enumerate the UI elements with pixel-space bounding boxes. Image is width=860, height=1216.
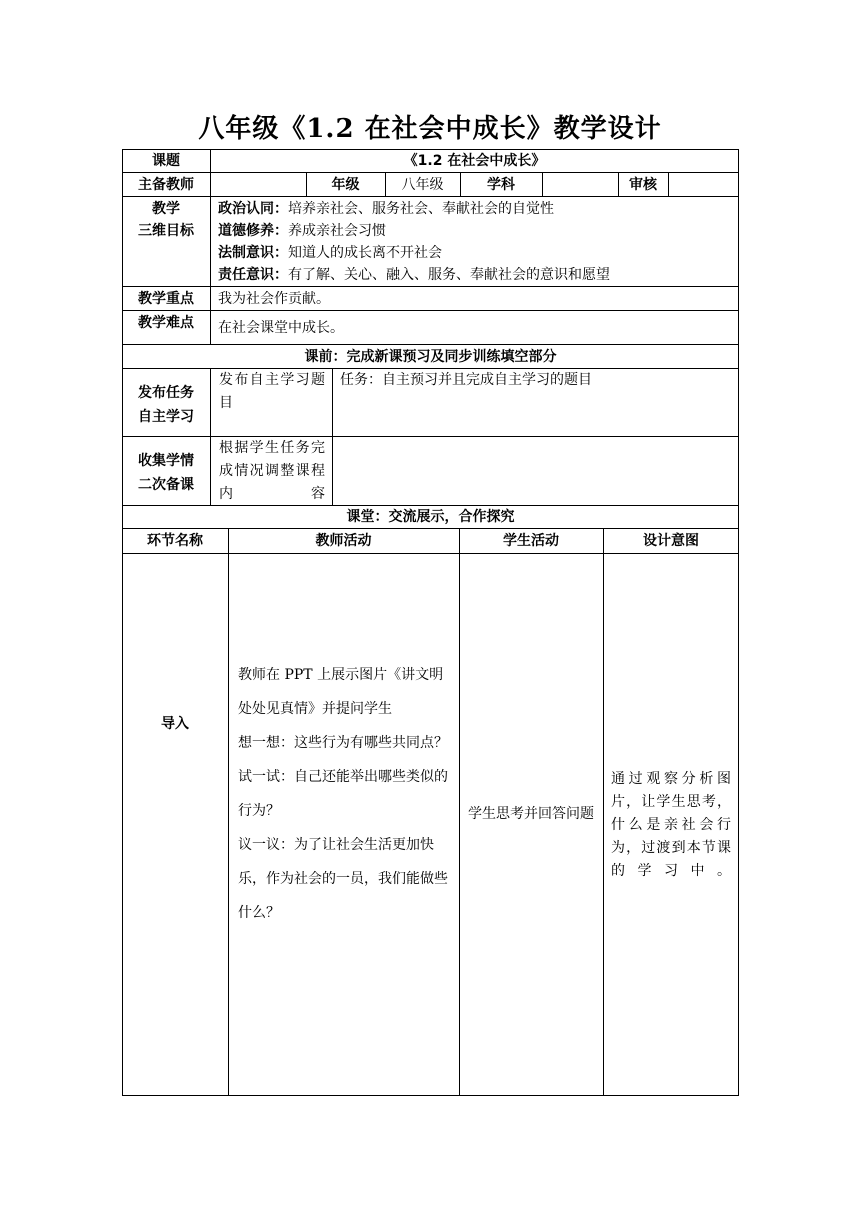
topic-value: 《1.2 在社会中成长》 [403, 153, 546, 169]
col-header-intent: 设计意图 [643, 533, 699, 549]
objective-item: 道德修养：养成亲社会习惯 [218, 223, 386, 239]
table-row-design-intent: 通过观察分析图片，让学生思考，什么是亲社会行为，过渡到本节课的学习中。 [611, 771, 731, 879]
difficult-point-label: 教学难点 [138, 315, 194, 331]
preclass-row2-mid: 根据学生任务完成情况调整课程内容 [219, 440, 325, 502]
topic-label: 课题 [152, 153, 180, 169]
teacher-activity-line: 试一试：自己还能举出哪些类似的行为？ [238, 769, 448, 819]
subject-label: 学科 [487, 177, 515, 193]
key-point-text: 我为社会作贡献。 [218, 291, 330, 307]
grade-value: 八年级 [401, 177, 444, 193]
preclass-row1-label-2: 自主学习 [138, 409, 194, 425]
preclass-row1-label-1: 发布任务 [138, 385, 194, 401]
objectives-label-2: 三维目标 [138, 223, 194, 239]
col-header-student: 学生活动 [503, 533, 559, 549]
table-row-student-activity: 学生思考并回答问题 [468, 806, 594, 822]
objective-item: 政治认同：培养亲社会、服务社会、奉献社会的自觉性 [218, 201, 554, 217]
teacher-activity-line: 想一想：这些行为有哪些共同点？ [238, 735, 448, 751]
page-title: 八年级《1.2 在社会中成长》教学设计 [198, 114, 662, 144]
difficult-point-text: 在社会课堂中成长。 [218, 320, 344, 336]
grade-label: 年级 [331, 177, 360, 193]
objective-item: 法制意识：知道人的成长离不开社会 [218, 245, 442, 261]
teacher-activity-line: 教师在 PPT 上展示图片《讲文明处处见真情》并提问学生 [238, 667, 444, 717]
teacher-label: 主备教师 [138, 177, 194, 193]
objective-item: 责任意识：有了解、关心、融入、服务、奉献社会的意识和愿望 [218, 267, 610, 283]
preclass-row1-task: 任务：自主预习并且完成自主学习的题目 [340, 372, 592, 388]
col-header-teacher: 教师活动 [315, 533, 372, 549]
col-header-stage: 环节名称 [147, 533, 203, 549]
table-row-stage: 导入 [161, 716, 189, 732]
preclass-row2-label-2: 二次备课 [138, 477, 194, 493]
teacher-activity-line: 议一议：为了让社会生活更加快乐，作为社会的一员，我们能做些什么？ [238, 837, 448, 921]
classroom-heading: 课堂：交流展示，合作探究 [346, 509, 515, 525]
objectives-label-1: 教学 [152, 201, 180, 217]
preclass-heading: 课前：完成新课预习及同步训练填空部分 [304, 349, 557, 365]
review-label: 审核 [629, 177, 657, 193]
preclass-row1-mid: 发布自主学习题目 [219, 372, 325, 411]
table-row-teacher-activity [238, 658, 452, 930]
key-point-label: 教学重点 [138, 291, 194, 307]
preclass-row2-label-1: 收集学情 [138, 453, 194, 469]
